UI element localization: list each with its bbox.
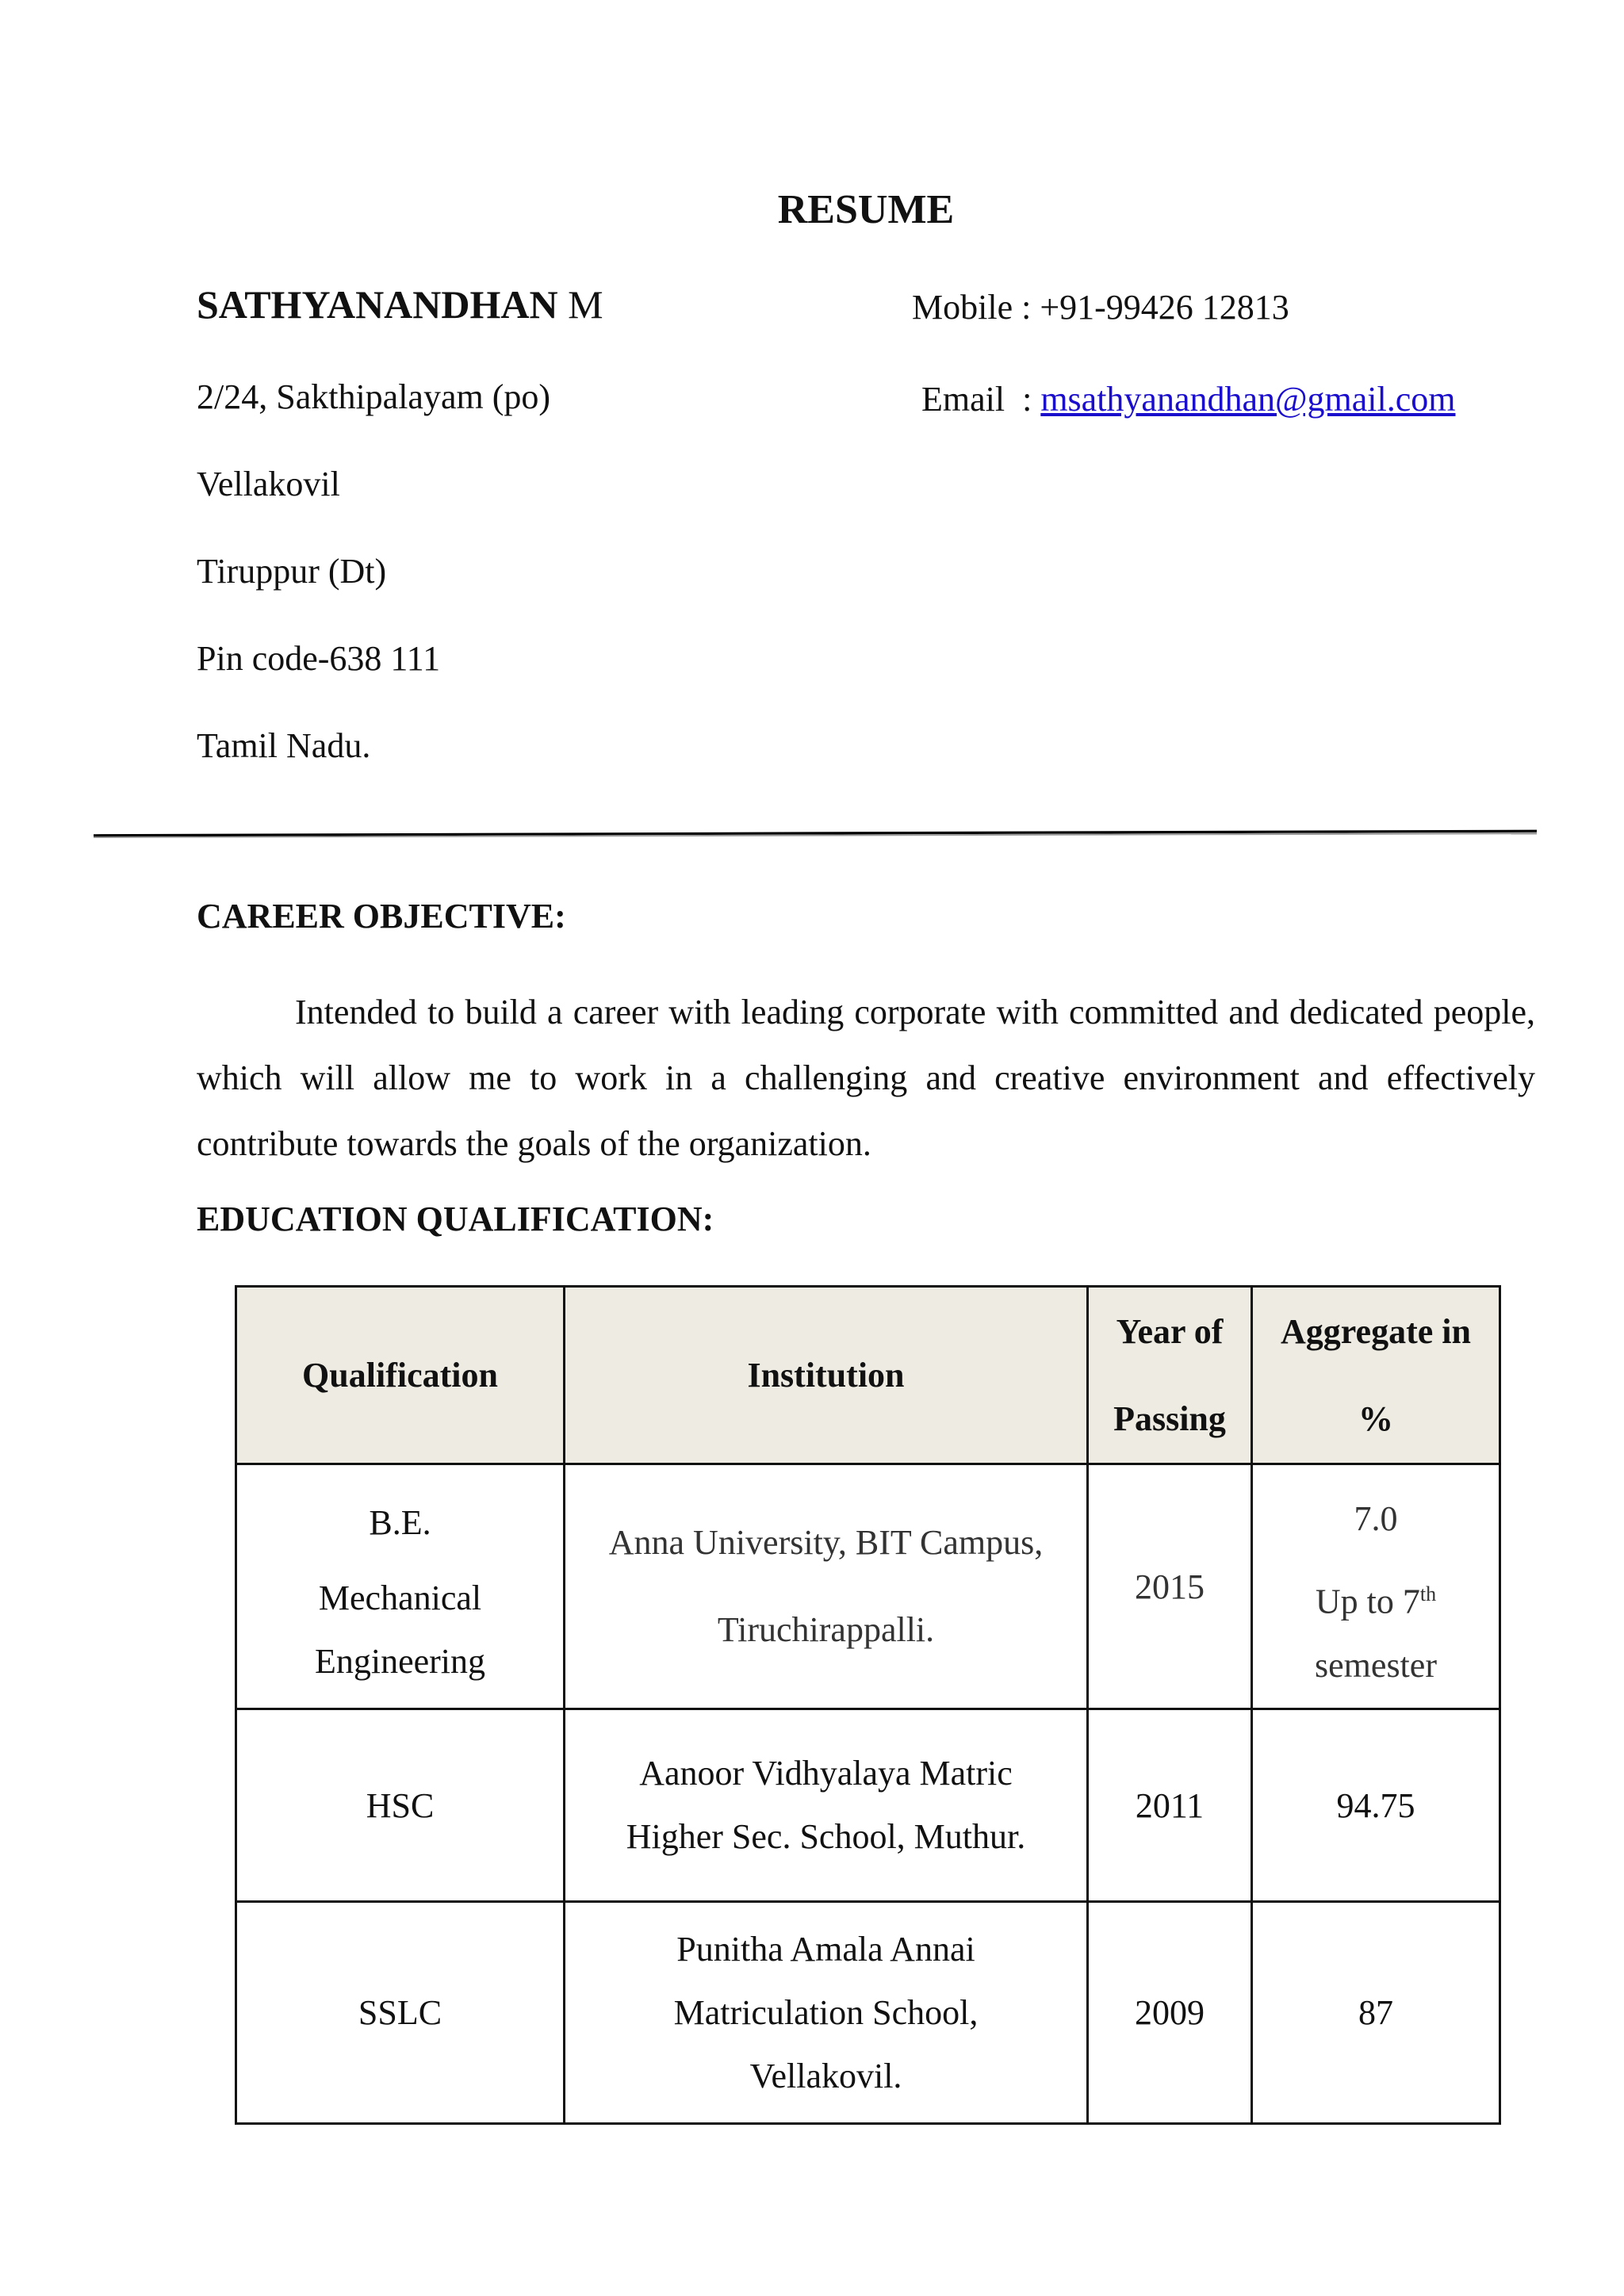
mobile-value: +91-99426 12813 (1040, 288, 1289, 327)
email-contact (921, 379, 1455, 419)
institution-line: Tiruchirappalli. (717, 1610, 935, 1649)
aggregate-cell (1252, 1464, 1500, 1709)
table-header-row (236, 1287, 1500, 1464)
education-heading: EDUCATION QUALIFICATION: (197, 1200, 714, 1238)
column-header-qualification: Qualification (236, 1287, 565, 1464)
institution-cell (565, 1464, 1088, 1709)
institution-line: Punitha Amala Annai (676, 1929, 975, 1969)
candidate-name-bold: SATHYANANDHAN (197, 282, 558, 327)
aggregate-line (1261, 1563, 1491, 1634)
table-row (236, 1464, 1500, 1709)
ordinal-suffix: th (1419, 1582, 1437, 1606)
qualification-line: B.E. (369, 1503, 431, 1542)
aggregate-semester-text: Up to 7 (1315, 1582, 1420, 1621)
column-header-year-line: Passing (1113, 1399, 1226, 1438)
aggregate-line: semester (1315, 1645, 1437, 1685)
qualification-cell (236, 1464, 565, 1709)
column-header-aggregate-line: Aggregate in (1281, 1311, 1471, 1351)
career-objective-body: Intended to build a career with leading corporate with committed and dedicated people, which will allow me to work in a challenging and creative environment and effectively contribute towards the goals of the organization. (197, 993, 1535, 1163)
qualification-line: Mechanical (318, 1578, 482, 1617)
year-cell: 2015 (1088, 1464, 1252, 1709)
institution-line: Higher Sec. School, Muthur. (626, 1817, 1026, 1856)
document-title: RESUME (777, 187, 955, 232)
header-divider (94, 828, 1537, 838)
qualification-line: Engineering (314, 1642, 486, 1681)
year-cell: 2009 (1088, 1902, 1252, 2124)
institution-cell (565, 1902, 1088, 2124)
career-objective-heading: CAREER OBJECTIVE: (197, 897, 566, 936)
candidate-name-initial: M (568, 282, 603, 327)
address-line: Pin code-638 111 (197, 639, 441, 678)
qualification-cell: HSC (236, 1709, 565, 1902)
career-objective-text (197, 979, 1535, 1177)
address-line: Vellakovil (197, 465, 340, 503)
aggregate-cell: 94.75 (1252, 1709, 1500, 1902)
column-header-year (1088, 1287, 1252, 1464)
institution-line: Vellakovil. (749, 2056, 902, 2095)
column-header-aggregate (1252, 1287, 1500, 1464)
year-cell: 2011 (1088, 1709, 1252, 1902)
column-header-institution: Institution (565, 1287, 1088, 1464)
email-link[interactable]: msathyanandhan@gmail.com (1040, 380, 1456, 419)
mobile-contact (912, 287, 1289, 327)
aggregate-cell: 87 (1252, 1902, 1500, 2124)
address-line: 2/24, Sakthipalayam (po) (197, 377, 551, 416)
address-line: Tiruppur (Dt) (197, 552, 387, 591)
institution-line: Matriculation School, (673, 1992, 979, 2032)
candidate-name (197, 281, 603, 327)
table-row (236, 1709, 1500, 1902)
institution-line: Aanoor Vidhyalaya Matric (639, 1754, 1013, 1793)
email-label: Email : (921, 380, 1041, 419)
table-row (236, 1902, 1500, 2124)
aggregate-line: 7.0 (1354, 1499, 1398, 1539)
column-header-year-line: Year of (1116, 1311, 1224, 1351)
education-table (235, 1285, 1501, 2125)
column-header-aggregate-line: % (1358, 1399, 1393, 1438)
institution-cell (565, 1709, 1088, 1902)
mobile-label: Mobile : (912, 288, 1040, 327)
address-line: Tamil Nadu. (197, 726, 371, 765)
qualification-cell: SSLC (236, 1902, 565, 2124)
institution-line: Anna University, BIT Campus, (608, 1523, 1044, 1562)
